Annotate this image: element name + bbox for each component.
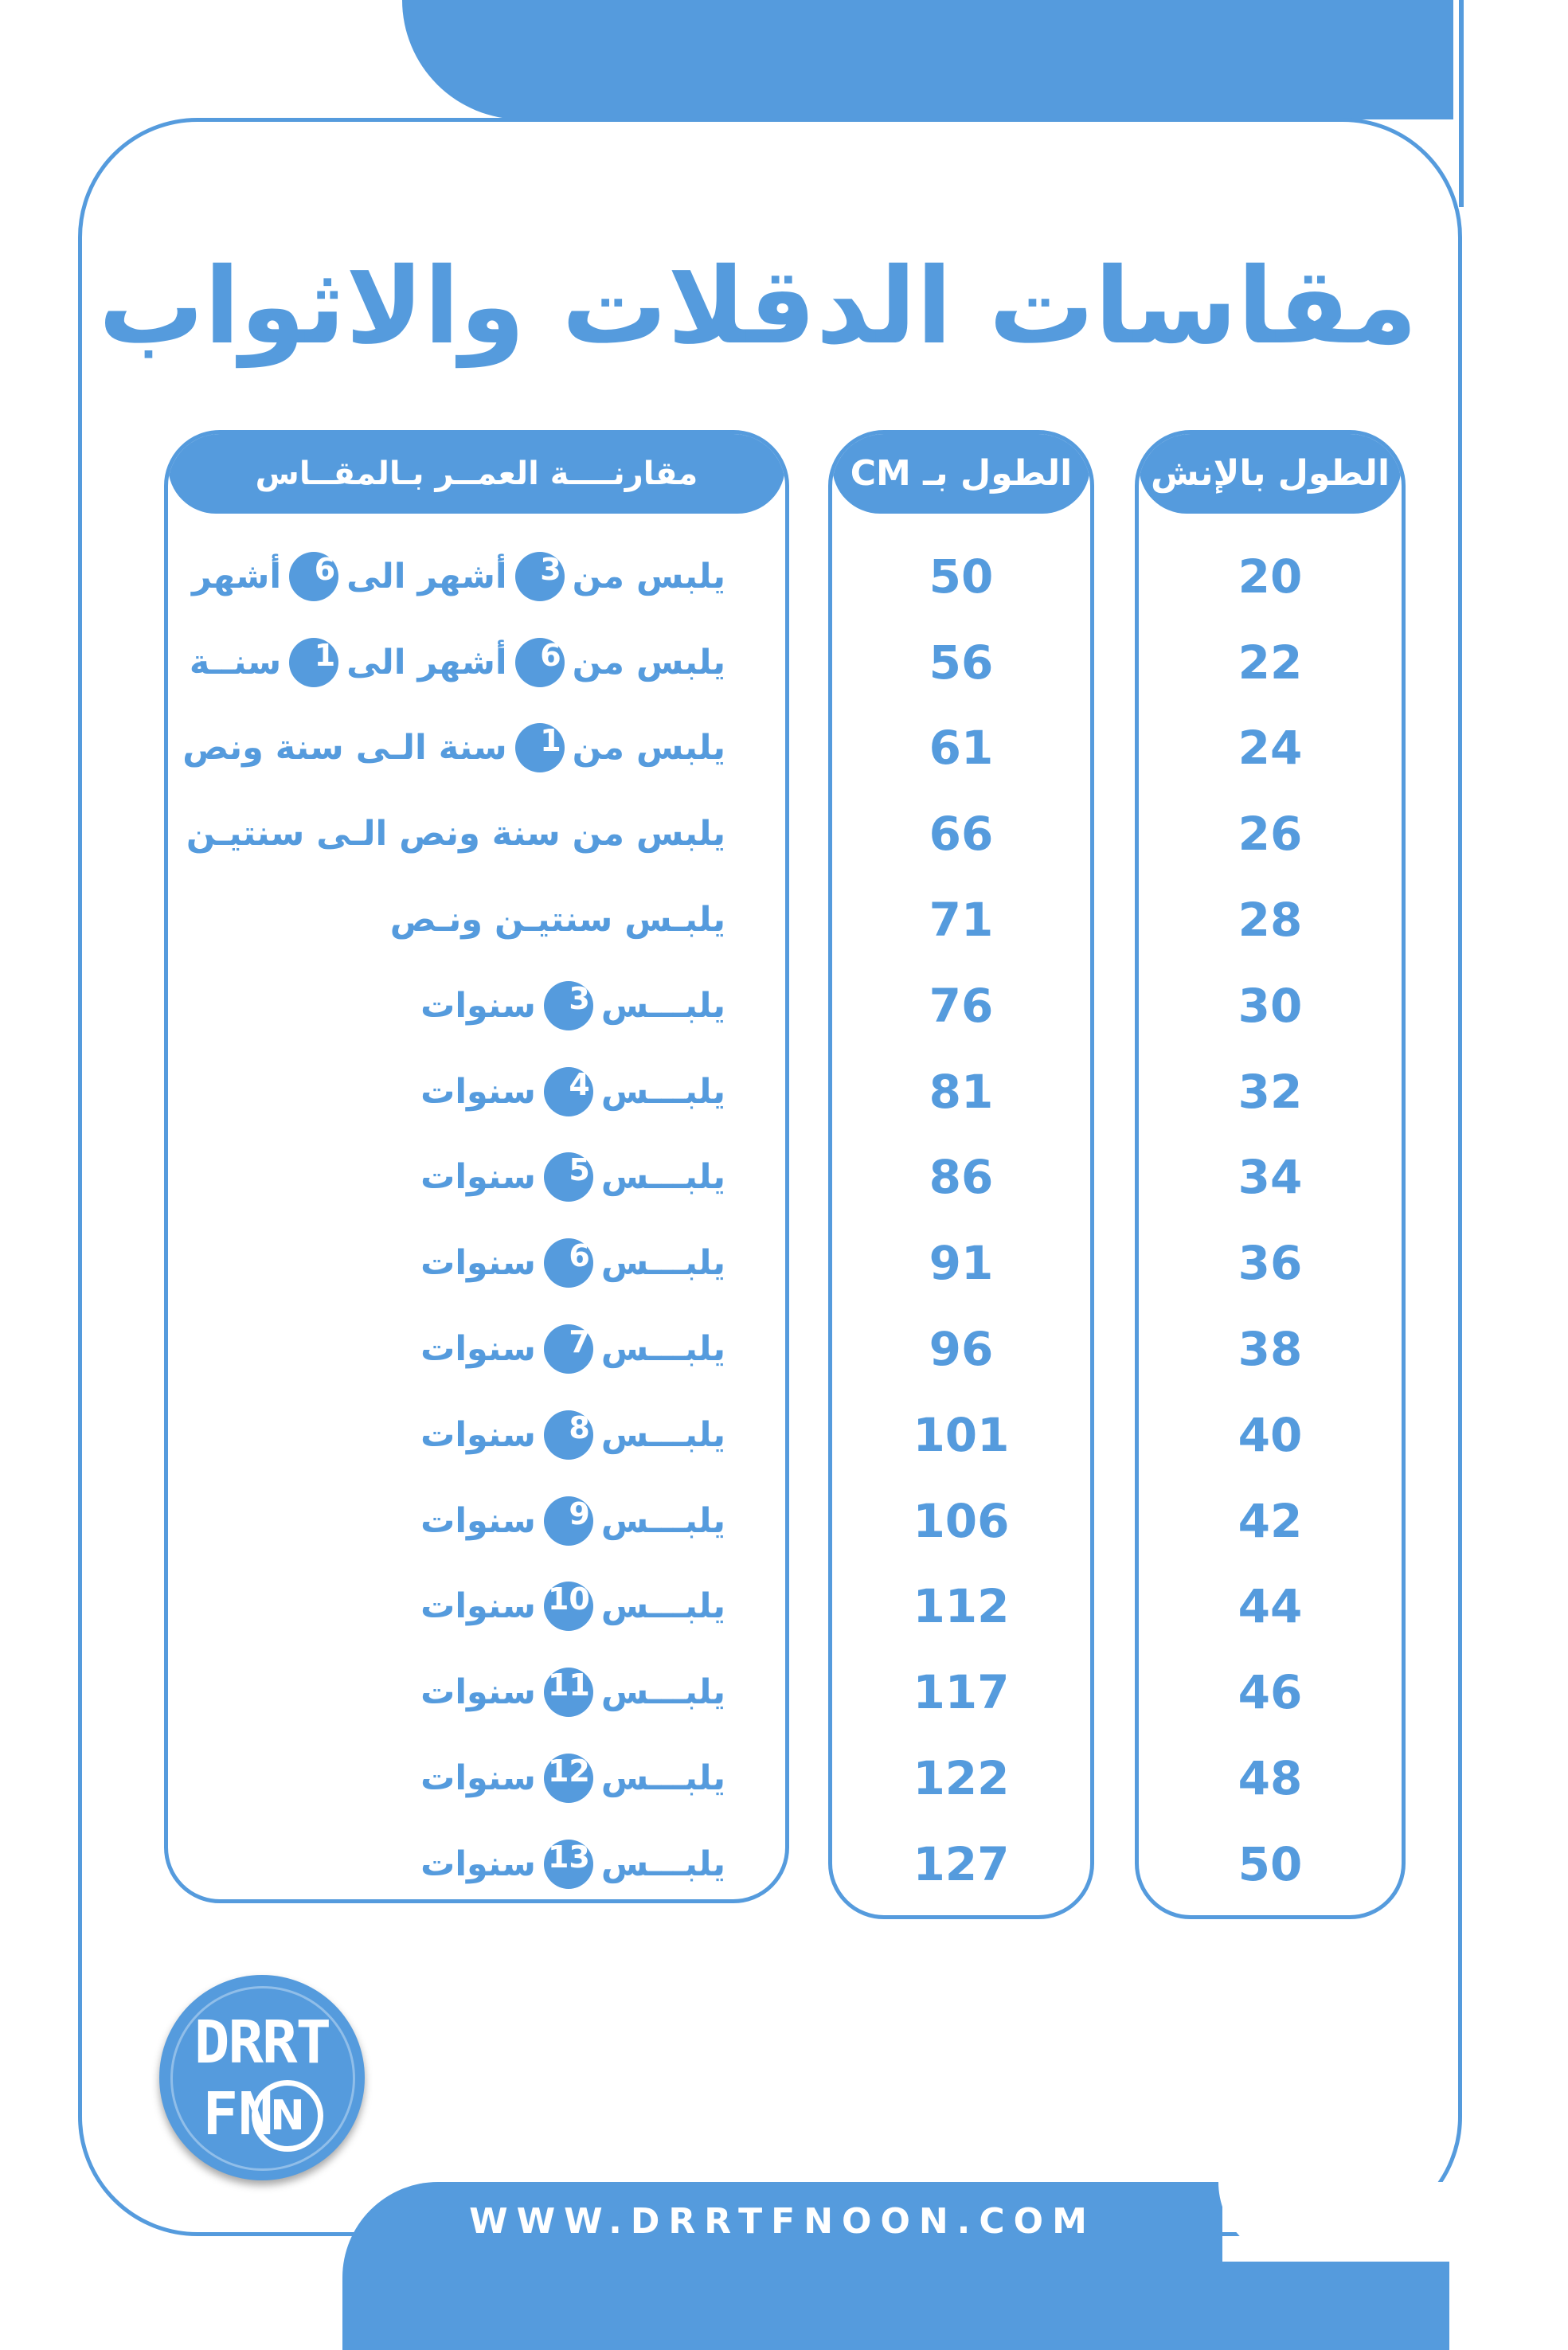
- age-description: [168, 1135, 785, 1221]
- age-description: [168, 1392, 785, 1478]
- age-text: سنوات: [420, 1500, 536, 1541]
- age-number-badge: 13: [544, 1840, 593, 1889]
- age-text: يلبس من: [572, 728, 725, 768]
- age-text: أشهر الى: [346, 556, 507, 596]
- cm-value: 81: [929, 1064, 994, 1119]
- inch-value: 48: [1238, 1751, 1303, 1806]
- age-number-badge: 6: [515, 638, 565, 687]
- cm-value: 96: [929, 1322, 994, 1377]
- cm-value: 122: [913, 1751, 1010, 1806]
- inch-value: 40: [1238, 1407, 1303, 1462]
- age-column-header: مقارنــــة العمــر بـالمقــاس: [168, 434, 785, 514]
- age-text: يلبس من سنة ونص الـى سنتيـن: [186, 814, 725, 854]
- age-number-badge: 3: [515, 552, 565, 601]
- age-text: يلبـــس: [600, 1586, 725, 1627]
- age-text: يلبـس سنتيـن ونـص: [389, 900, 725, 940]
- brand-logo: [159, 1975, 365, 2180]
- age-number-badge: 3: [544, 981, 593, 1030]
- age-text: سنوات: [420, 1844, 536, 1884]
- age-text: يلبـــس: [600, 985, 725, 1026]
- age-description: [168, 1564, 785, 1650]
- inch-value: 46: [1238, 1665, 1303, 1720]
- inch-column-header: الطول بالإنش: [1139, 434, 1402, 514]
- cm-values: [832, 514, 1090, 1907]
- age-number-badge: 11: [544, 1668, 593, 1717]
- age-description: [168, 706, 785, 792]
- age-text: يلبـــس: [600, 1672, 725, 1713]
- age-text: أشهر: [191, 556, 282, 596]
- age-description: [168, 1478, 785, 1564]
- age-description: [168, 534, 785, 620]
- age-number-badge: 7: [544, 1324, 593, 1374]
- top-decor-tab: [402, 0, 1453, 119]
- age-text: يلبـــس: [600, 1414, 725, 1455]
- age-number-badge: 5: [544, 1152, 593, 1202]
- logo-line1: DRRT: [194, 2008, 330, 2077]
- age-number-badge: 6: [544, 1238, 593, 1288]
- age-number-badge: 1: [289, 638, 338, 687]
- logo-n-circle: N: [252, 2080, 323, 2152]
- age-text: سنوات: [420, 1329, 536, 1370]
- age-description: [168, 963, 785, 1049]
- age-text: سنوات: [420, 1414, 536, 1455]
- inch-value: 26: [1238, 807, 1303, 862]
- age-text: يلبـــس: [600, 1071, 725, 1112]
- inch-value: 30: [1238, 978, 1303, 1033]
- age-description: [168, 877, 785, 963]
- frame-edge-line: [1459, 0, 1464, 207]
- logo-line2: FN: [202, 2080, 274, 2149]
- page-title: مقاسات الدقلات والاثواب: [98, 245, 1417, 368]
- age-text: سنة الـى سنة ونص: [182, 728, 507, 768]
- website-link[interactable]: WWW.DRRTFNOON.COM: [469, 2201, 1096, 2242]
- age-text: سنوات: [420, 1243, 536, 1284]
- cm-value: 71: [929, 893, 994, 948]
- age-description: [168, 1306, 785, 1392]
- age-number-badge: 6: [289, 552, 338, 601]
- age-text: يلبس من: [572, 556, 725, 596]
- inch-column: [1135, 430, 1406, 1919]
- age-number-badge: 1: [515, 723, 565, 772]
- age-description: [168, 1220, 785, 1306]
- inch-value: 50: [1238, 1836, 1303, 1891]
- inch-value: 22: [1238, 635, 1303, 690]
- inch-value: 20: [1238, 549, 1303, 604]
- inch-value: 36: [1238, 1236, 1303, 1291]
- age-number-badge: 8: [544, 1410, 593, 1460]
- cm-value: 66: [929, 807, 994, 862]
- age-text: سنوات: [420, 1672, 536, 1713]
- inch-value: 34: [1238, 1150, 1303, 1205]
- inch-value: 38: [1238, 1322, 1303, 1377]
- age-description: [168, 791, 785, 877]
- cm-value: 106: [913, 1493, 1010, 1548]
- age-column: [164, 430, 789, 1903]
- age-values: [168, 514, 785, 1903]
- age-text: أشهر الى: [346, 642, 507, 682]
- age-text: سنوات: [420, 1758, 536, 1799]
- age-text: يلبس من: [572, 642, 725, 682]
- age-text: يلبـــس: [600, 1500, 725, 1541]
- inch-value: 24: [1238, 721, 1303, 776]
- age-number-badge: 12: [544, 1754, 593, 1803]
- cm-value: 101: [913, 1407, 1010, 1462]
- inch-value: 28: [1238, 893, 1303, 948]
- cm-value: 50: [929, 549, 994, 604]
- cm-value: 91: [929, 1236, 994, 1291]
- age-description: [168, 1049, 785, 1135]
- age-text: سنوات: [420, 1157, 536, 1198]
- inch-value: 32: [1238, 1064, 1303, 1119]
- cm-column: [828, 430, 1094, 1919]
- cm-value: 127: [913, 1836, 1010, 1891]
- age-number-badge: 4: [544, 1067, 593, 1116]
- age-text: يلبـــس: [600, 1157, 725, 1198]
- age-description: [168, 1649, 785, 1735]
- cm-value: 86: [929, 1150, 994, 1205]
- age-number-badge: 9: [544, 1496, 593, 1546]
- cm-value: 76: [929, 978, 994, 1033]
- age-description: [168, 1821, 785, 1903]
- cm-value: 112: [913, 1579, 1010, 1634]
- age-text: يلبـــس: [600, 1329, 725, 1370]
- bottom-decor-tail: [1210, 2262, 1449, 2350]
- bottom-decor-cut: [1218, 2182, 1457, 2262]
- age-text: سنوات: [420, 1586, 536, 1627]
- cm-column-header: الطول بـ CM: [832, 434, 1090, 514]
- age-text: يلبـــس: [600, 1844, 725, 1884]
- age-text: يلبـــس: [600, 1243, 725, 1284]
- age-text: سنوات: [420, 985, 536, 1026]
- age-text: سنــة: [189, 642, 282, 682]
- inch-value: 44: [1238, 1579, 1303, 1634]
- age-text: سنوات: [420, 1071, 536, 1112]
- age-text: يلبـــس: [600, 1758, 725, 1799]
- age-number-badge: 10: [544, 1582, 593, 1631]
- cm-value: 117: [913, 1665, 1010, 1720]
- inch-values: [1139, 514, 1402, 1907]
- age-description: [168, 1735, 785, 1821]
- inch-value: 42: [1238, 1493, 1303, 1548]
- cm-value: 61: [929, 721, 994, 776]
- age-description: [168, 620, 785, 706]
- cm-value: 56: [929, 635, 994, 690]
